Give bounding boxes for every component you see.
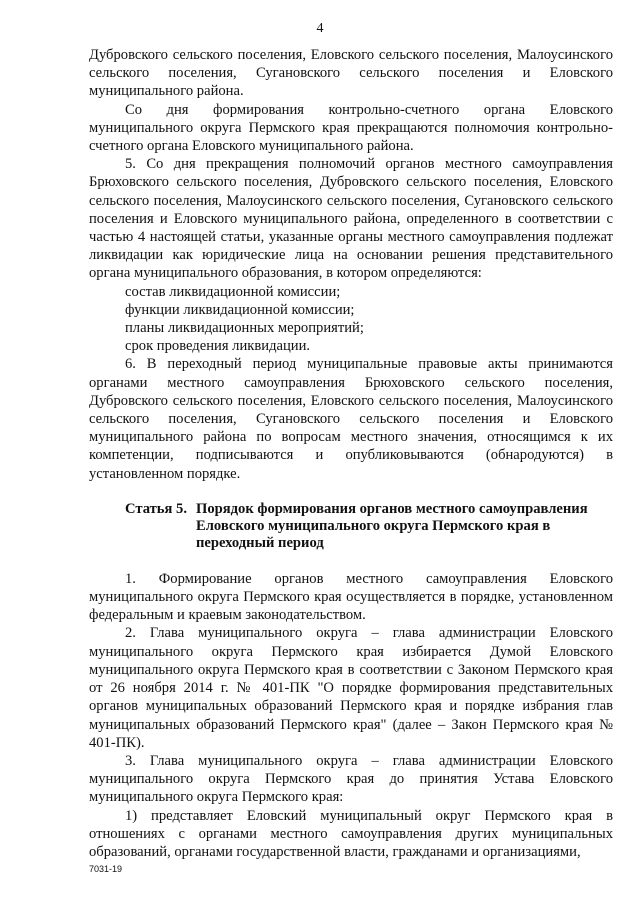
list-item: планы ликвидационных мероприятий; [125,320,364,337]
paragraph: 1) представляет Еловский муниципальный округ Пермского края в отношениях с органами местного самоуправления других муниципальных образований, органами государственной власти, гражданами и организациями, [89,807,613,860]
paragraph: 5. Со дня прекращения полномочий органов местного самоуправления Брюховского сельского поселения, Дубровского сельского поселения, Еловского сельского поселения, Малоусинского сельского поселения, Сугановского сельского поселения и Еловского муниципального района, определенного в соответствии с частью 4 настоящей статьи, указанные органы местного самоуправления подлежат ликвидации как юридические лица на основании решения представительного органа муниципального образования, в котором определяются: [89,156,613,282]
article-heading [89,501,613,552]
paragraph: 1. Формирование органов местного самоуправления Еловского муниципального округа Пермского края осуществляется в порядке, установленном федеральным и краевым законодательством. [89,570,613,624]
paragraph: 6. В переходный период муниципальные правовые акты принимаются органами местного самоуправления Брюховского сельского поселения, Дубровского сельского поселения, Еловского сельского поселения, Малоусинского сельского поселения, Сугановского сельского поселения и Еловского муниципального района по вопросам местного значения, относящимся к их компетенции, подписываются и опубликовываются (обнародуются) в установленном порядке. [89,356,613,482]
paragraph: 3. Глава муниципального округа – глава администрации Еловского муниципального округа Пермского края до принятия Устава Еловского муниципального округа Пермского края: [89,752,613,806]
page-number: 4 [316,21,324,36]
article-label: Статья 5. [125,500,187,517]
list-item: функции ликвидационной комиссии; [125,301,355,318]
document-body [89,46,613,861]
paragraph: 2. Глава муниципального округа – глава администрации Еловского муниципального округа Пермского края избирается Думой Еловского муниципального округа Пермского края в соответствии с Законом Пермского края от 26 ноября 2014 г. № 401-ПК "О порядке формирования представительных органов муниципальных образований Пермского края и порядке избрания глав муниципальных образований Пермского края" (далее – Закон Пермского края № 401-ПК). [89,625,613,751]
list-item: состав ликвидационной комиссии; [125,283,341,300]
list-item: срок проведения ликвидации. [125,338,311,355]
footer-code: 7031-19 [89,864,123,874]
paragraph: Дубровского сельского поселения, Еловского сельского поселения, Малоусинского сельского поселения, Сугановского сельского поселения и Еловского муниципального района. [89,47,613,100]
article-title: Порядок формирования органов местного самоуправления Еловского муниципального округа Пермского края в переходный период [196,500,588,551]
paragraph: Со дня формирования контрольно-счетного органа Еловского муниципального округа Пермского края прекращаются полномочия контрольно-счетного органа Еловского муниципального района. [89,101,613,155]
